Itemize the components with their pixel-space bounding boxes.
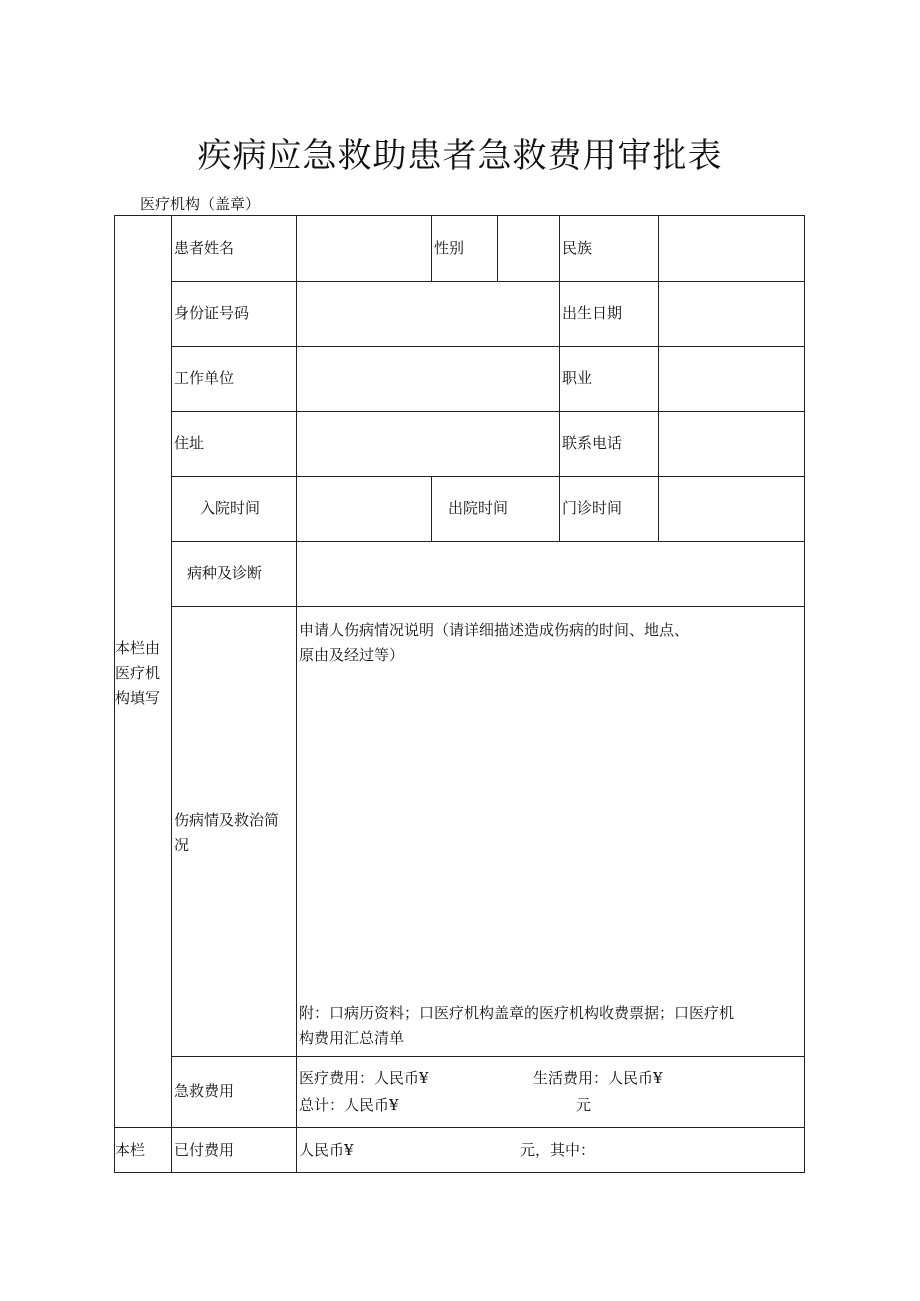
field-ethnicity[interactable] [659, 216, 804, 281]
total-cost-label: 总计：人民币¥ [299, 1096, 399, 1114]
side-label-line-1: 本栏由 [115, 639, 161, 657]
label-patient-name: 患者姓名 [174, 239, 235, 257]
label-occupation: 职业 [562, 369, 593, 387]
paid-cost-label: 人民币¥ [299, 1141, 354, 1159]
living-cost-label: 生活费用：人民币¥ [533, 1069, 663, 1087]
injury-description-line-2: 原由及经过等） [299, 646, 405, 664]
attachments-line-1: 附：口病历资料；口医疗机构盖章的医疗机构收费票据；口医疗机 [299, 1004, 735, 1022]
label-emergency-cost: 急救费用 [174, 1082, 235, 1100]
total-cost-unit: 元 [576, 1096, 592, 1114]
side-label-line-2: 医疗机 [115, 664, 161, 682]
label-discharge-time: 出院时间 [448, 499, 509, 517]
label-birth-date: 出生日期 [562, 304, 623, 322]
label-outpatient-time: 门诊时间 [562, 499, 623, 517]
label-employer: 工作单位 [174, 369, 235, 387]
field-outpatient-time[interactable] [659, 477, 804, 541]
label-injury-line-2: 况 [174, 836, 190, 854]
field-birth-date[interactable] [659, 282, 804, 346]
org-stamp-label: 医疗机构（盖章） [140, 195, 261, 213]
label-id-number: 身份证号码 [174, 304, 250, 322]
label-ethnicity: 民族 [562, 239, 593, 257]
form-title: 疾病应急救助患者急救费用审批表 [197, 136, 723, 176]
injury-description-line-1: 申请人伤病情况说明（请详细描述造成伤病的时间、地点、 [299, 621, 690, 639]
field-id-number[interactable] [297, 282, 559, 346]
side-label-line-3: 构填写 [115, 689, 161, 707]
field-diagnosis[interactable] [297, 542, 804, 606]
side-label-bottom: 本栏 [115, 1141, 146, 1159]
paid-cost-suffix: 元，其中： [520, 1141, 596, 1159]
medical-cost-label: 医疗费用：人民币¥ [299, 1069, 429, 1087]
attachments-line-2: 构费用汇总清单 [299, 1029, 405, 1047]
field-phone[interactable] [659, 412, 804, 476]
label-diagnosis: 病种及诊断 [187, 564, 263, 582]
field-admission-time[interactable] [297, 477, 431, 541]
field-employer[interactable] [297, 347, 559, 411]
label-admission-time: 入院时间 [200, 499, 261, 517]
label-address: 住址 [174, 434, 205, 452]
label-paid-cost: 已付费用 [174, 1141, 235, 1159]
field-injury-description[interactable] [297, 670, 804, 995]
label-phone: 联系电话 [562, 434, 623, 452]
field-patient-name[interactable] [297, 216, 431, 281]
label-gender: 性别 [434, 239, 465, 257]
field-gender[interactable] [498, 216, 559, 281]
field-occupation[interactable] [659, 347, 804, 411]
label-injury-line-1: 伤病情及救治简 [174, 811, 280, 829]
field-address[interactable] [297, 412, 559, 476]
